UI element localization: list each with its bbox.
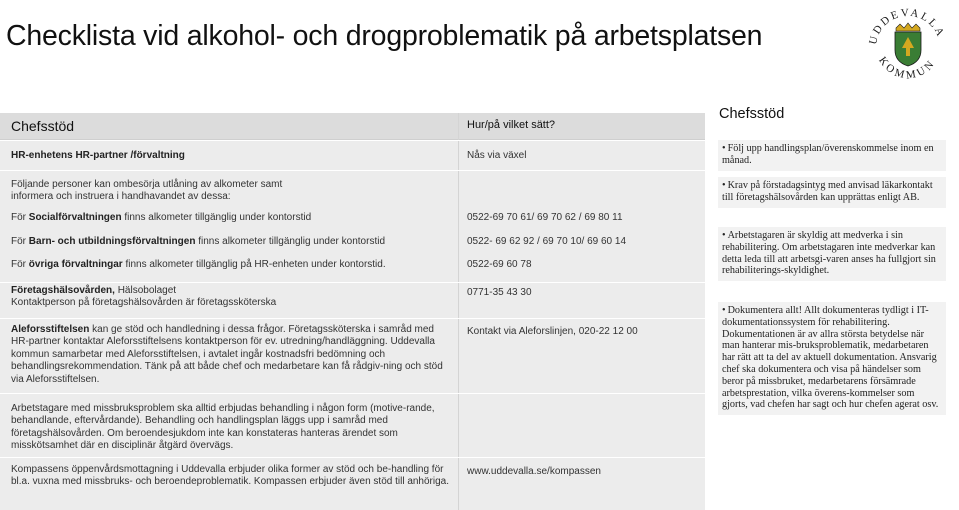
row-contact: Nås via växel <box>467 150 527 161</box>
row-contact: 0522-69 70 61/ 69 70 62 / 69 80 11 <box>467 212 623 223</box>
table-header <box>0 113 705 140</box>
column-divider <box>458 113 459 510</box>
row-contact: Kontakt via Aleforslinjen, 020-22 12 00 <box>467 326 638 337</box>
row-contact: 0522-69 60 78 <box>467 259 532 270</box>
row-text: Kontaktperson på företagshälsovården är företagssköterska <box>11 297 277 309</box>
bullet-icon: • <box>722 143 726 154</box>
bullet-text: Följ upp handlingsplan/överenskommelse inom en månad. <box>722 143 934 166</box>
row-text: kan ge stöd och handledning i dessa frågor. Företagssköterska i samråd med HR-partner kontaktar Aleforsstiftelsens kontaktperson för ev. utredning/handläggning. Uddevalla kommun samarbetar med Aleforsstiftelsen, i avtalet ingår kostnadsfri bedömning och behandlingsrekommendation. Tänk på att både chef och medarbetare kan få rådgiv-ning och stöd via Aleforsstiftelsen. <box>11 324 443 385</box>
table-row: Följande personer kan ombesörja utlåning av alkometer samt informera och instruera i handhavandet av dessa: <box>11 179 283 203</box>
row-bold-label: Socialförvaltningen <box>28 212 122 223</box>
page-title: Checklista vid alkohol- och drogproblematik på arbetsplatsen <box>6 20 763 52</box>
bullet-icon: • <box>722 230 726 241</box>
row-bold-label: Aleforsstiftelsen <box>11 324 90 335</box>
bullet-text: Arbetstagaren är skyldig att medverka i sin rehabilitering. Om arbetstagaren inte medverkar kan detta leda till att arbetsgi-varen anses ha fullgjort sin rehabiliterings-skyldighet. <box>722 230 936 277</box>
row-bold-label: Företagshälsovården, <box>11 285 115 296</box>
sidebar-bullet <box>718 140 946 171</box>
row-prefix: För <box>11 259 29 270</box>
row-contact: 0771-35 43 30 <box>467 287 532 298</box>
sidebar-bullet <box>718 177 946 208</box>
table-row <box>11 236 456 248</box>
row-text: Hälsobolaget <box>114 285 177 296</box>
coat-of-arms-icon <box>895 23 921 66</box>
row-divider <box>0 393 705 394</box>
bullet-icon: • <box>722 305 726 316</box>
table-row <box>11 150 451 162</box>
row-bold-label: övriga förvaltningar <box>28 259 123 270</box>
svg-text:UDDEVALLA: UDDEVALLA <box>867 6 948 46</box>
row-contact: 0522- 69 62 92 / 69 70 10/ 69 60 14 <box>467 236 627 247</box>
table-row <box>11 324 451 386</box>
row-prefix: För <box>11 236 29 247</box>
svg-text:KOMMUN: KOMMUN <box>876 54 939 82</box>
row-divider <box>0 170 705 171</box>
bullet-text: Dokumentera allt! Allt dokumenteras tydligt i IT- dokumentationssystem för rehabilitering. Dokumentationen är av allra största betydelse när man hanterar mis-bruksproblematik, medarbetaren har rätt att ta del av aktuell dokumentation. Ansvarig chef ska dokumentera och visa på händelser som beror på missbruket, medarbetarens försämrade arbetsprestation, vilka överens-kommelser som gjorts, vad chefen har sagt och hur chefen agerat osv. <box>722 305 939 411</box>
row-text: finns alkometer tillgänglig under kontorstid <box>195 236 385 247</box>
table-row: Kompassens öppenvårdsmottagning i Uddevalla erbjuder olika former av stöd och be-handling för bl.a. vuxna med missbruks- och beroendeproblematik. Kompassen erbjuder även stöd till anhöriga. <box>11 464 450 488</box>
row-divider <box>0 457 705 458</box>
table-row <box>11 259 456 271</box>
row-text: finns alkometer tillgänglig på HR-enheten under kontorstid. <box>122 259 386 270</box>
row-text: finns alkometer tillgänglig under kontorstid <box>121 212 312 223</box>
row-contact-link[interactable]: www.uddevalla.se/kompassen <box>467 466 601 477</box>
row-prefix: För <box>11 212 29 223</box>
column-header-how: Hur/på vilket sätt? <box>467 119 556 131</box>
uddevalla-kommun-logo <box>862 4 954 84</box>
row-bold-label: Barn- och utbildningsförvaltningen <box>28 236 196 247</box>
table-row <box>11 285 456 310</box>
bullet-text: Krav på förstadagsintyg med anvisad läkarkontakt till företagshälsovården kan upprättas enligt AB. <box>722 180 933 203</box>
sidebar-title: Chefsstöd <box>719 106 785 122</box>
bullet-icon: • <box>722 180 726 191</box>
row-divider <box>0 282 705 283</box>
column-header-chefsstod: Chefsstöd <box>11 118 75 134</box>
row-divider <box>0 140 705 141</box>
row-bold-label: HR-enhetens HR-partner /förvaltning <box>11 150 185 161</box>
row-divider <box>0 318 705 319</box>
sidebar-bullet <box>718 227 946 281</box>
table-row <box>11 212 456 224</box>
table-row: Arbetstagare med missbruksproblem ska alltid erbjudas behandling i någon form (motive-rande, behandlande, eftervårdande). Behandling och handlingsplan läggs upp i samråd med företagshälsovården. Om beroendesjukdom inte kan konstateras hanteras ärendet som misskötsamhet där en disciplinär åtgärd övervägs. <box>11 403 435 452</box>
sidebar-bullet <box>718 302 946 415</box>
